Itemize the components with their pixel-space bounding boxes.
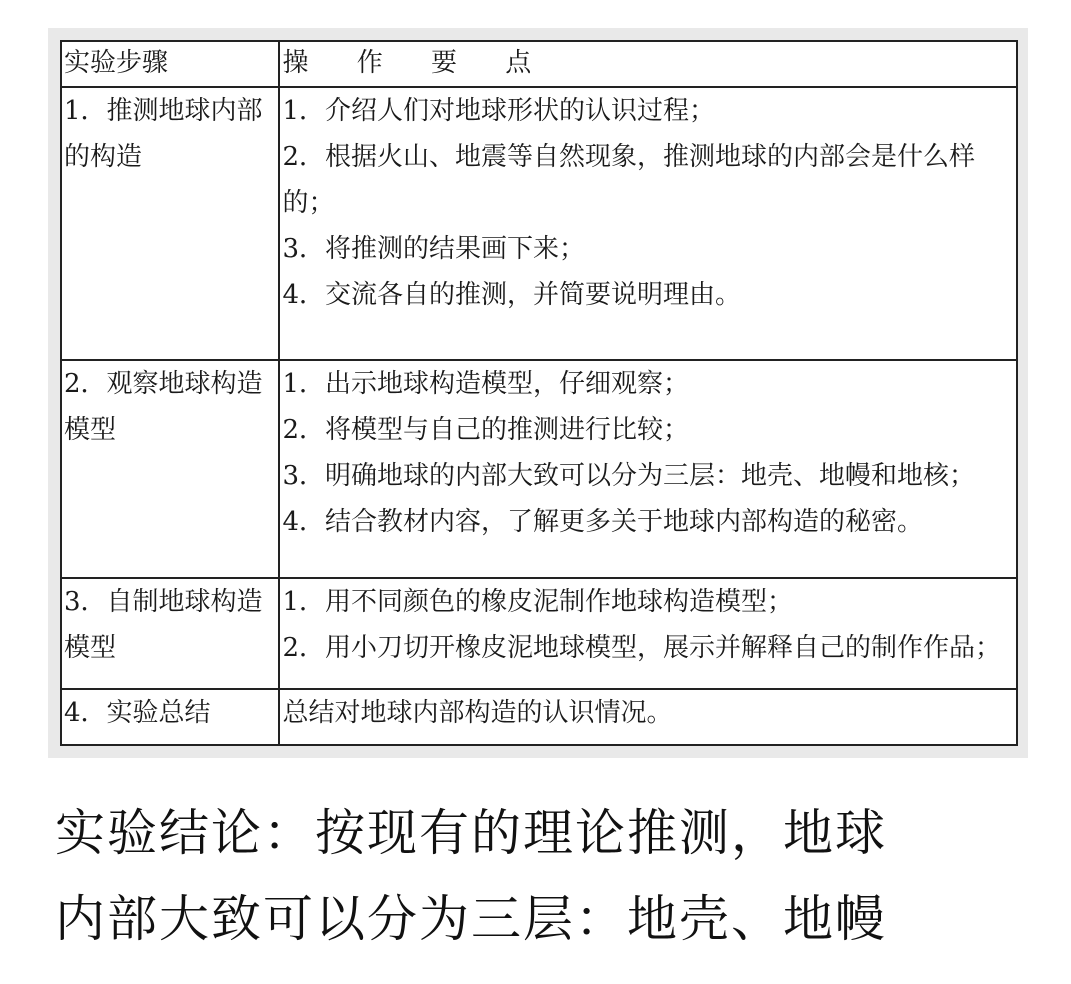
step-label: 1．推测地球内部的构造 [64, 96, 263, 172]
header-ops [279, 41, 1017, 87]
conclusion-line-1: 实验结论：按现有的理论推测，地球 [55, 804, 887, 862]
table-row [61, 87, 1017, 360]
header-step [61, 41, 279, 87]
op-item: 1．用不同颜色的橡皮泥制作地球构造模型； [282, 587, 793, 618]
op-item: 1．出示地球构造模型，仔细观察； [282, 368, 689, 399]
table-header-row [61, 41, 1017, 87]
table-row [61, 689, 1017, 745]
experiment-steps-table [60, 40, 1018, 746]
ops-cell [279, 360, 1017, 579]
step-cell [61, 87, 279, 360]
step-label: 3．自制地球构造模型 [64, 587, 263, 664]
ops-cell [279, 578, 1017, 688]
experiment-table-frame [48, 28, 1028, 758]
step-cell [61, 360, 279, 579]
ops-cell [279, 87, 1017, 360]
step-label: 4．实验总结 [64, 697, 211, 728]
header-step-label: 实验步骤 [64, 48, 169, 78]
step-label: 2．观察地球构造模型 [64, 368, 263, 445]
step-cell [61, 689, 279, 745]
table-row [61, 360, 1017, 579]
op-item: 2．根据火山、地震等自然现象，推测地球的内部会是什么样的； [282, 142, 975, 218]
experiment-conclusion [55, 790, 1035, 962]
table-row [61, 578, 1017, 688]
op-item: 4．结合教材内容，了解更多关于地球内部构造的秘密。 [282, 506, 923, 537]
op-item: 3．明确地球的内部大致可以分为三层：地壳、地幔和地核； [282, 460, 975, 491]
step-cell [61, 578, 279, 688]
op-item: 总结对地球内部构造的认识情况。 [282, 697, 673, 728]
op-item: 3．将推测的结果画下来； [282, 234, 585, 264]
op-item: 1．介绍人们对地球形状的认识过程； [282, 96, 715, 126]
op-item: 2．用小刀切开橡皮泥地球模型，展示并解释自己的制作作品； [282, 633, 1001, 664]
header-ops-label: 操 作 要 点 [282, 48, 552, 78]
conclusion-line-2: 内部大致可以分为三层：地壳、地幔 [55, 890, 887, 948]
ops-cell [279, 689, 1017, 745]
op-item: 2．将模型与自己的推测进行比较； [282, 414, 689, 445]
op-item: 4．交流各自的推测，并简要说明理由。 [282, 280, 741, 310]
